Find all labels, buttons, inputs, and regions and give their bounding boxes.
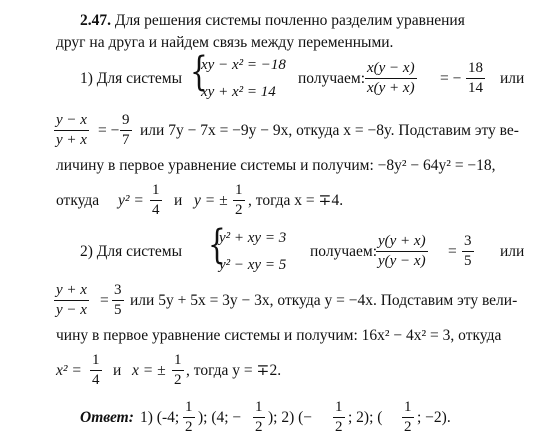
case2-line4-den: 4 (92, 372, 100, 388)
case1-get: получаем: (298, 70, 365, 87)
case2-line4-den2: 2 (174, 372, 182, 388)
case1-line4-num: 1 (150, 182, 162, 201)
case2-line4-x: x = ± (132, 362, 166, 379)
answer-p1: 1) (-4; (140, 409, 180, 426)
case1-line4-frac2 (233, 182, 245, 219)
answer-frac3 (333, 399, 345, 436)
case1-rhs-den: 14 (468, 80, 483, 96)
case2-line2-den: y − x (56, 302, 87, 318)
case2-line4-frac2 (172, 352, 184, 389)
problem-number: 2.47. (80, 12, 111, 29)
case2-eq1: y² + xy = 3 (219, 230, 287, 246)
case1-eq2: xy + x² = 14 (201, 84, 276, 100)
case2-line2-num: y + x (54, 282, 89, 301)
answer-p5: ; −2). (417, 409, 451, 426)
case2-line4-num: 1 (90, 352, 102, 371)
case1-ratio (365, 60, 417, 97)
case1-ratio-den: x(y + x) (367, 80, 415, 96)
case1-line4-num2: 1 (233, 182, 245, 201)
case1-line2-frac (54, 112, 89, 149)
answer-f3-den: 2 (335, 419, 343, 435)
case2-line2-rhs-den: 5 (114, 302, 122, 318)
case1-line4-den2: 2 (235, 202, 243, 218)
intro-line-2: друг на друга и найдем связь между переменными. (56, 34, 394, 51)
case2-get: получаем: (310, 243, 377, 260)
case2-line2-rhs (112, 282, 124, 319)
case2-line4-x2: x² = (56, 362, 82, 379)
case2-line2-rhs-num: 3 (112, 282, 124, 301)
case1-line2-rhs-num: 9 (120, 112, 132, 131)
case1-label: 1) Для системы (80, 70, 183, 87)
answer-f1-den: 2 (185, 419, 193, 435)
case2-ratio-num: y(y + x) (376, 233, 428, 252)
case1-line2-num: y − x (54, 112, 89, 131)
case1-rhs-num: 18 (466, 60, 485, 79)
case1-line2-rhs-den: 7 (122, 132, 130, 148)
answer-frac1 (183, 399, 195, 436)
case1-line3-text: личину в первое уравнение системы и получим: −8y² − 64y² = −18, (56, 157, 496, 174)
answer-frac4 (402, 399, 414, 436)
case2-line3-text: чину в первое уравнение системы и получим: 16x² − 4x² = 3, откуда (56, 327, 502, 344)
answer-p2: ); (4; − (198, 409, 242, 426)
case1-line4-den: 4 (152, 202, 160, 218)
case1-brace: { (190, 49, 208, 95)
intro-line-1 (80, 12, 465, 30)
case2-brace: { (208, 222, 226, 268)
case2-eq: = (448, 243, 457, 260)
case2-line4-frac (90, 352, 102, 389)
answer-p3: ); 2) (− (268, 409, 313, 426)
case1-line4-y: y = ± (194, 192, 228, 209)
case1-line4-a: откуда (56, 192, 100, 209)
case1-line4-and: и (174, 192, 183, 209)
case1-line2-den: y + x (56, 132, 87, 148)
case1-line4-frac (150, 182, 162, 219)
case1-line4-y2: y² = (118, 192, 144, 209)
intro-text-1: Для решения системы почленно разделим уравнения (114, 12, 465, 29)
case1-or: или (500, 70, 525, 87)
case1-ratio-num: x(y − x) (365, 60, 417, 79)
answer-f3-num: 1 (333, 399, 345, 418)
case2-line4-num2: 1 (172, 352, 184, 371)
case2-label: 2) Для системы (80, 243, 183, 260)
case2-ratio-den: y(y − x) (378, 253, 426, 269)
case2-line2-text: или 5y + 5x = 3y − 3x, откуда y = −4x. Подставим эту вели- (130, 292, 518, 309)
case2-rhs-num: 3 (462, 233, 474, 252)
case2-rhs (462, 233, 474, 270)
case2-or: или (500, 243, 525, 260)
case1-line2-text: или 7y − 7x = −9y − 9x, откуда x = −8y. Подставим эту ве- (140, 122, 519, 139)
case1-eq1: xy − x² = −18 (201, 57, 286, 73)
answer-p4: ; 2); ( (348, 409, 383, 426)
case2-rhs-den: 5 (464, 253, 472, 269)
answer-f1-num: 1 (183, 399, 195, 418)
case2-eq2: y² − xy = 5 (219, 257, 287, 273)
answer-label: Ответ: (80, 409, 134, 426)
case1-rhs (466, 60, 485, 97)
case2-line4-then: , тогда y = ∓2. (186, 362, 282, 379)
answer-f4-num: 1 (402, 399, 414, 418)
case2-line4-and: и (113, 362, 122, 379)
case1-line2-rhs (120, 112, 132, 149)
answer-f4-den: 2 (404, 419, 412, 435)
answer-frac2 (253, 399, 265, 436)
case1-line2-eq: = − (98, 122, 120, 139)
case1-line4-then: , тогда x = ∓4. (248, 192, 344, 209)
case2-line2-eq: = (100, 292, 109, 309)
case2-line2-frac (54, 282, 89, 319)
case1-eq-minus: = − (440, 70, 462, 87)
answer-f2-num: 1 (253, 399, 265, 418)
answer-f2-den: 2 (255, 419, 263, 435)
case2-ratio (376, 233, 428, 270)
